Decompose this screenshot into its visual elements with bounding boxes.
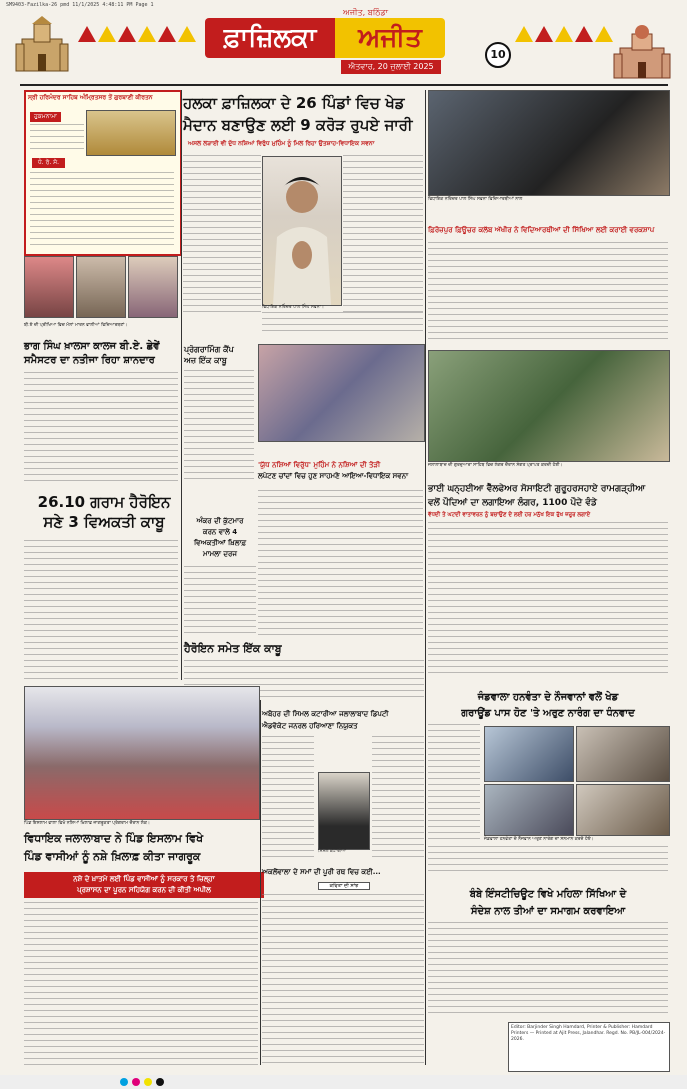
- camp-headline-line2: ਅਜ਼ ਇੱਕ ਕਾਬੂ: [184, 356, 227, 365]
- camp-headline: [184, 344, 254, 366]
- masthead-fazilka: ਫ਼ਾਜ਼ਿਲਕਾ: [205, 18, 335, 58]
- registration-black: [156, 1078, 164, 1086]
- drugs-event-photo: [258, 344, 425, 442]
- drugs-headline-line2: ਲਪੇਟਣ ਚਾਂਦਾਂ ਵਿਚ ਹੁਣ ਸਾਹਮਣੇ ਆਇਆ-ਵਿਧਾਇਕ ਸਵਨਾ: [258, 472, 409, 480]
- workshop-caption: ਵਿਧਾਇਕ ਨਰਿੰਦਰ ਪਾਲ ਸਿੰਘ ਸਵਨਾ ਵਿਦਿਆਰਥੀਆਂ ਨਾਲ: [428, 197, 523, 202]
- meeting-caption: ਪਿੰਡ ਇਸਲਾਮ ਵਾਲਾ ਵਿਖੇ ਨਸ਼ਿਆਂ ਖ਼ਿਲਾਫ਼ ਜਾਗਰੂਕਤਾ ਪ੍ਰੋਗਰਾਮ ਦੌਰਾਨ ਲੋਕ।: [24, 821, 150, 826]
- langar-headline-line2: ਵਲੋਂ ਪੌਦਿਆਂ ਦਾ ਲਗਾਇਆ ਲੰਗਰ, 1100 ਪੌਦੇ ਵੰਡੇ: [428, 498, 597, 508]
- advocate-caption: ਸਿਮਲ ਕਟਾਰੀਆ: [318, 849, 347, 854]
- mla-portrait-caption: ਵਿਧਾਇਕ ਨਰਿੰਦਰ ਪਾਲ ਸਿੰਘ ਸਵਨਾ।: [262, 305, 324, 310]
- fort-illustration-left: [12, 14, 72, 74]
- jandwala-headline-line2: ਗਰਾਊਂਡ ਪਾਸ ਹੋਣ 'ਤੇ ਅਰੁਣ ਨਾਰੰਗ ਦਾ ਧੰਨਵਾਦ: [461, 708, 635, 719]
- kuttapa-line3: ਵਿਅਕਤੀਆਂ ਖ਼ਿਲਾਫ਼: [193, 539, 247, 547]
- masthead-ajit: ਅਜੀਤ: [335, 18, 445, 58]
- jandwala-photo-1: [484, 726, 574, 782]
- heroin-body: [24, 540, 178, 680]
- registration-strip: [0, 1075, 687, 1089]
- column-divider-1: [181, 90, 182, 680]
- camp-headline-line1: ਪ੍ਰੋਗਰਾਮਿੰਗ ਕੈਂਪ: [184, 345, 234, 354]
- vidhayak-headline-line1: ਵਿਧਾਇਕ ਜਲਾਲਾਬਾਦ ਨੇ ਪਿੰਡ ਇਸਲਾਮ ਵਿਖੇ: [24, 832, 204, 845]
- vidhayak-subheadline: [24, 872, 264, 898]
- registration-cyan: [120, 1078, 128, 1086]
- kuttapa-line4: ਮਾਮਲਾ ਦਰਜ: [203, 550, 237, 558]
- fort-illustration-right: [612, 20, 672, 80]
- advocate-headline: [262, 708, 424, 732]
- main-body-right: [343, 155, 423, 315]
- column-divider-3: [260, 700, 261, 1065]
- bombay-headline-line1: ਬੰਬੇ ਇੰਸਟੀਚਿਊਟ ਵਿਖੇ ਮਹਿਲਾ ਸਿੱਖਿਆ ਦੇ: [469, 889, 627, 900]
- students-photos: [24, 256, 178, 318]
- masthead: [205, 8, 460, 80]
- vidhayak-body: [24, 902, 258, 1068]
- college-headline-line1: ਭਾਗ ਸਿੰਘ ਖ਼ਾਲਸਾ ਕਾਲਜ ਬੀ.ਏ. ਛੇਵੇਂ: [24, 341, 160, 352]
- ad-title: ਸ੍ਰੀ ਹਰਿਮੰਦਰ ਸਾਹਿਬ ਅੰਮ੍ਰਿਤਸਰ ਤੋਂ ਗੁਰਬਾਣੀ ਕੀਰਤਨ: [28, 94, 153, 101]
- registration-yellow: [144, 1078, 152, 1086]
- langar-caption: ਜਲਾਲਾਬਾਦ ਦੀ ਗੁਰਦੁਆਰਾ ਸਾਹਿਬ ਵਿਚ ਲੰਗਰ ਦੌਰਾਨ ਸੰਗਤ ਪ੍ਰਾਪਤ ਕਰਦੀ ਹੋਈ।: [428, 463, 563, 468]
- ad-text: [30, 124, 84, 154]
- masthead-rule: [20, 84, 668, 86]
- ad-body: [30, 172, 174, 248]
- heroin-headline: [24, 492, 184, 532]
- heroin-headline-line2: ਸਣੇ 3 ਵਿਅਕਤੀ ਕਾਬੂ: [43, 513, 165, 531]
- bombay-body: [428, 922, 668, 1018]
- imprint-box: [508, 1022, 670, 1072]
- jandwala-photo-3: [484, 784, 574, 836]
- decor-triangles-left: [78, 26, 198, 46]
- main-subheadline: ਅਸਲ ਲੜਾਈ ਵੀ ਦੁੱਧ ਨਸ਼ਿਆਂ ਵਿਰੁੱਧ ਮੁਹਿੰਮ ਨੂੰ ਮਿਲ ਰਿਹਾ ਉਤਸ਼ਾਹ-ਵਿਧਾਇਕ ਸਵਨਾ: [188, 140, 375, 147]
- jandwala-body-bottom: [428, 846, 668, 876]
- workshop-headline: ਫ਼ਿਰੋਜ਼ਪੁਰ ਫ਼ਿਊਚਰ ਕਲੱਬ ਅੱਖੀਰ ਨੇ ਵਿਦਿਆਰਥੀਆਂ ਦੀ ਸਿੱਖਿਆ ਲਈ ਕਰਾਈ ਵਰਕਸ਼ਾਪ: [428, 226, 655, 234]
- masthead-date: ਐਤਵਾਰ, 20 ਜੁਲਾਈ 2025: [341, 60, 441, 74]
- meeting-photo: [24, 686, 260, 820]
- langar-body: [428, 522, 668, 678]
- vidhayak-sub-line1: ਨਸ਼ੇ ਦੇ ਖ਼ਾਤਮੇ ਲਈ ਪਿੰਡ ਵਾਸੀਆਂ ਨੂੰ ਸਰਕਾਰ ਤੇ ਜ਼ਿਲ੍ਹਾ: [73, 875, 215, 883]
- column-divider-2: [425, 90, 426, 1065]
- student-photo-2: [76, 256, 126, 318]
- drugs-headline: [258, 460, 423, 482]
- workshop-body: [428, 242, 668, 344]
- print-slug: SM9403-Fazilka-26 pmd 11/1/2025 4:48:11 PM Page 1: [6, 2, 154, 8]
- ad-label: ਹੁਕਮਨਾਮਾ: [30, 112, 61, 122]
- bombay-headline: [428, 886, 668, 920]
- golden-temple-ad: [24, 90, 182, 256]
- kuttapa-line2: ਕਰਨ ਵਾਲੇ 4: [202, 528, 238, 536]
- students-caption: ਬੀ.ਏ ਦੀ ਪ੍ਰੀਖਿਆ ਵਿਚ ਮੱਲਾਂ ਮਾਰਨ ਵਾਲੀਆਂ ਵਿਦਿਆਰਥਣਾਂ।: [24, 323, 128, 328]
- advocate-headline-line1: ਅਬੋਹਰ ਦੀ ਸਿਮਲ ਕਟਾਰੀਆ ਜਲਾਲਾਬਾਦ ਡਿਪਟੀ: [262, 710, 389, 718]
- jandwala-headline: [428, 690, 668, 722]
- college-body: [24, 372, 178, 482]
- langar-headline: [428, 482, 668, 510]
- akal-body: [262, 894, 424, 1068]
- langar-headline-line1: ਭਾਈ ਘਨ੍ਹਈਆ ਵੈੱਲਫੇਅਰ ਸੋਸਾਇਟੀ ਗੁਰੂਹਰਸਹਾਏ ਰਾਮਗੜ੍ਹੀਆ: [428, 484, 646, 494]
- heroin-headline-line1: 26.10 ਗਰਾਮ ਹੈਰੋਇਨ: [37, 493, 171, 511]
- main-headline-line1: ਹਲਕਾ ਫ਼ਾਜ਼ਿਲਕਾ ਦੇ 26 ਪਿੰਡਾਂ ਵਿਚ ਖੇਡ: [183, 94, 405, 112]
- main-body-left: [183, 155, 261, 315]
- camp-body: [184, 370, 254, 480]
- kuttapa-headline: [184, 516, 256, 560]
- main-body-bottom: [262, 312, 423, 336]
- akal-headline: ਅਕਲੋਂਵਾਲਾ ਦੇ ਸਮਾਂ ਦੀ ਪੂਰੀ ਰਥ ਵਿਚ ਕਈ...: [262, 868, 381, 876]
- registration-magenta: [132, 1078, 140, 1086]
- kuttapa-body: [184, 566, 256, 636]
- college-headline: [24, 340, 184, 368]
- mla-portrait: [262, 156, 342, 306]
- advocate-body-left: [262, 736, 314, 858]
- heroin2-headline: ਹੈਰੋਇਨ ਸਮੇਤ ਇੱਕ ਕਾਬੂ: [184, 642, 282, 655]
- decor-triangles-right: [515, 26, 615, 46]
- student-photo-1: [24, 256, 74, 318]
- vidhayak-headline-line2: ਪਿੰਡ ਵਾਸੀਆਂ ਨੂੰ ਨਸ਼ੇ ਖ਼ਿਲਾਫ਼ ਕੀਤਾ ਜਾਗਰੂਕ: [24, 850, 201, 863]
- advocate-body-right: [372, 736, 424, 858]
- vidhayak-sub-line2: ਪ੍ਰਸ਼ਾਸਨ ਦਾ ਪੂਰਨ ਸਹਿਯੋਗ ਕਰਨ ਦੀ ਕੀਤੀ ਅਪੀਲ: [77, 886, 211, 894]
- advocate-portrait: [318, 772, 370, 850]
- jandwala-headline-line1: ਜੰਡਵਾਲਾ ਹਨਵੰਤਾ ਦੇ ਨੌਜਵਾਨਾਂ ਵਲੋਂ ਖੇਡ: [477, 692, 619, 703]
- langar-subheadline: ਵੱਧਦੀ ਤੇ ਘਟਦੀ ਵਾਤਾਵਰਨ ਨੂੰ ਬਚਾਉਣ ਦੇ ਲਈ ਹਰ ਮਨੁੱਖ ਇਕ ਰੁੱਖ ਜ਼ਰੂਰ ਲਗਾਏ: [428, 512, 591, 518]
- vidhayak-headline: [24, 830, 264, 866]
- main-headline-line2: ਮੈਦਾਨ ਬਣਾਉਣ ਲਈ 9 ਕਰੋੜ ਰੁਪਏ ਜਾਰੀ: [183, 116, 413, 134]
- main-headline: [183, 92, 423, 136]
- jandwala-caption: ਜੰਡਵਾਲਾ ਹਨਵੰਤਾ ਦੇ ਨੌਜਵਾਨ ਅਰੁਣ ਨਾਰੰਗ ਦਾ ਸਨਮਾਨ ਕਰਦੇ ਹੋਏ।: [484, 837, 594, 842]
- college-headline-line2: ਸਮੈਸਟਰ ਦਾ ਨਤੀਜਾ ਰਿਹਾ ਸ਼ਾਨਦਾਰ: [24, 355, 155, 366]
- student-photo-3: [128, 256, 178, 318]
- drugs-headline-line1: 'ਯੁੱਧ ਨਸ਼ਿਆਂ ਵਿਰੁੱਧ' ਮੁਹਿੰਮ ਨੇ ਨਸ਼ਿਆਂ ਦੀ ਤੋੜੀ: [258, 461, 381, 469]
- imprint-text: Editor: Barjinder Singh Hamdard, Printer & Publisher: Hamdard Printers — Printed at Ajit Press, Jalandhar. Regd. No. PB/JL-004/2024-2026.: [511, 1025, 666, 1042]
- students-workshop-photo: [428, 90, 670, 196]
- akal-label: ਕਵਿਤਾ ਦੀ ਸਾਂਝ: [318, 882, 370, 890]
- kuttapa-line1: ਅੰਕਰ ਦੀ ਕੁੱਟਮਾਰ: [196, 517, 244, 525]
- langar-photo: [428, 350, 670, 462]
- jandwala-photo-2: [576, 726, 670, 782]
- mla-portrait-figure: [263, 157, 341, 305]
- bombay-headline-line2: ਸੰਦੇਸ਼ ਨਾਲ ਤੀਆਂ ਦਾ ਸਮਾਗਮ ਕਰਵਾਇਆ: [470, 906, 626, 917]
- ad-tag: ਧੰ. ਰੋ. ਸੋ.: [32, 158, 65, 168]
- page-number: 10: [485, 42, 511, 68]
- masthead-edition: ਅਜੀਤ, ਬਠਿੰਡਾ: [343, 8, 389, 17]
- drugs-body: [258, 490, 423, 640]
- jandwala-body-left: [428, 724, 480, 840]
- advocate-headline-line2: ਐਡਵੋਕੇਟ ਜਨਰਲ ਹਰਿਆਣਾ ਨਿਯੁਕਤ: [262, 722, 358, 730]
- golden-temple-photo: [86, 110, 176, 156]
- jandwala-photo-4: [576, 784, 670, 836]
